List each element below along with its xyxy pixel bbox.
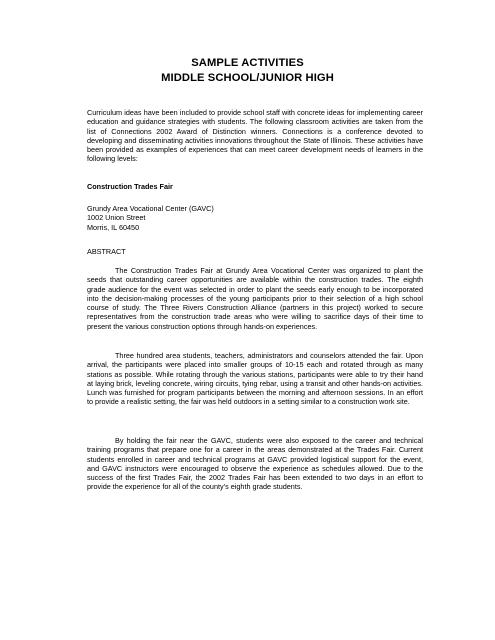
address-line-3: Morris, IL 60450 <box>87 222 140 232</box>
abstract-paragraph-2: Three hundred area students, teachers, administrators and counselors attended the fair. Upon arrival, the participants were placed into smaller groups of 10-15 each and rotated through as many stations as possible. While rotating through the various stations, participants were able to try their hand at laying brick, leveling concrete, wiring circuits, tying rebar, using a transit and other hands-on activities. Lunch was furnished for program participants between the morning and afternoon sessions. In an effort to provide a realistic setting, the fair was held outdoors in a setting similar to a construction work site. <box>87 351 423 407</box>
intro-paragraph: Curriculum ideas have been included to provide school staff with concrete ideas for implementing career education and guidance strategies with students. The following classroom activities are taken from the list of Connections 2002 Award of Distinction winners. Connections is a conference devoted to developing and disseminating activities innovations throughout the State of Illinois. These activities have been provided as examples of experiences that can meet career development needs of learners in the following levels: <box>87 108 423 164</box>
document-title-line-1: SAMPLE ACTIVITIES <box>191 57 304 69</box>
address-block <box>87 204 214 232</box>
abstract-paragraph-1: The Construction Trades Fair at Grundy Area Vocational Center was organized to plant the seeds that outstanding career opportunities are available within the construction trades. The eighth grade audience for the event was selected in order to plant the seeds early enough to be incorporated into the decision-making processes of the young participants prior to their selection of a high school course of study. The Three Rivers Construction Alliance (partners in this project) worked to secure representatives from the construction trade areas who were willing to sacrifice days of their time to present the various construction options through hands-on experiences. <box>87 266 423 331</box>
document-title-line-2: MIDDLE SCHOOL/JUNIOR HIGH <box>161 72 334 84</box>
abstract-label: ABSTRACT <box>87 247 126 256</box>
abstract-paragraph-3: By holding the fair near the GAVC, students were also exposed to the career and technical training programs that prepare one for a career in the areas demonstrated at the Trades Fair. Current students enrolled in career and technical programs at GAVC provided logistical support for the event, and GAVC instructors were encouraged to observe the experience as schedules allowed. Due to the success of the first Trades Fair, the 2002 Trades Fair has been extended to two days in an effort to provide the experience for all of the county’s eighth grade students. <box>87 436 423 492</box>
address-line-1: Grundy Area Vocational Center (GAVC) <box>87 204 214 213</box>
address-line-2: 1002 Union Street <box>87 213 146 223</box>
section-heading: Construction Trades Fair <box>87 182 173 191</box>
